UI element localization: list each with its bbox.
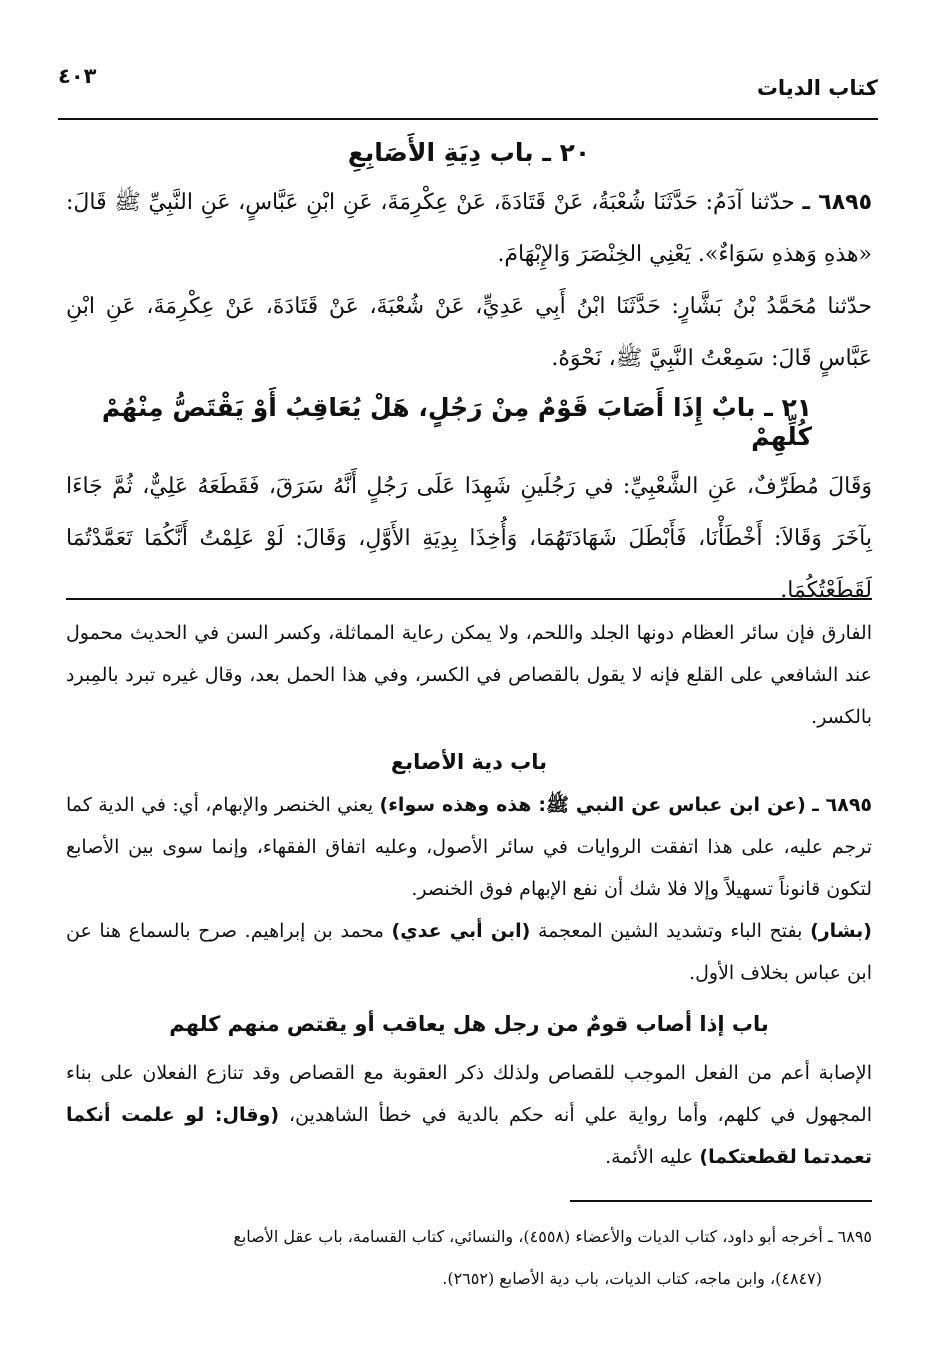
footnote-line-2: (٤٨٤٧)، وابن ماجه، كتاب الديات، باب دية الأصابع (٢٦٥٢). bbox=[442, 1269, 822, 1288]
hadith-number: ٦٨٩٥ ـ bbox=[802, 190, 872, 215]
footnote-line-1: ٦٨٩٥ ـ أخرجه أبو داود، كتاب الديات والأعضاء (٤٥٥٨)، والنسائي، كتاب القسامة، باب عقل الأصابع bbox=[233, 1227, 872, 1246]
commentary-para-2 bbox=[66, 910, 872, 994]
commentary bbox=[66, 612, 872, 1178]
commentary-para-1 bbox=[66, 784, 872, 910]
page-header bbox=[58, 62, 878, 114]
header-rule bbox=[58, 118, 878, 120]
chapter-21-text: وَقَالَ مُطَرِّفٌ، عَنِ الشَّعْبِيِّ: في رَجُلَينِ شَهِدَا عَلَى رَجُلٍ أَنَّهُ سَرَقَ، فَقَطَعَهُ عَلِيٌّ، ثُمَّ جَاءَا بِآخَرَ وَقَالاَ: أَخْطَأْنَا، فَأَبْطَلَ شَهَادَتَهُمَا، وَأُخِذَا بِدِيَةِ الأَوَّلِ، وَقَالَ: لَوْ عَلِمْتُ أَنَّكُمَا تَعَمَّدْتُمَا لَقَطَعْتُكُمَا. bbox=[66, 474, 872, 603]
commentary-title-1: باب دية الأصابع bbox=[390, 750, 548, 774]
commentary-intro: الفارق فإن سائر العظام دونها الجلد واللحم، ولا يمكن رعاية المماثلة، وكسر السن في الحديث محمول عند الشافعي على القلع فإنه لا يقول بالقصاص في الكسر، وفي هذا الحمل بعد، وقال غيره تبرد بالمِبرد بالكسر. bbox=[66, 622, 872, 728]
section-divider bbox=[66, 598, 872, 600]
running-title: كتاب الديات bbox=[756, 76, 878, 100]
commentary-quote: (عن ابن عباس عن النبي ﷺ: هذه وهذه سواء) bbox=[379, 794, 806, 816]
hadith-chain: حدّثنا مُحَمَّدُ بْنُ بَشَّارٍ: حَدَّثَنَا ابْنُ أَبِي عَدِيٍّ، عَنْ شُعْبَةَ، عَنْ قَتَادَةَ، عَنْ عِكْرِمَةَ، عَنِ ابْنِ عَبَّاسٍ قَالَ: سَمِعْتُ النَّبِيَّ ﷺ، نَحْوَهُ. bbox=[66, 294, 872, 371]
commentary-text-3: الإصابة أعم من الفعل الموجب للقصاص ولذلك ذكر العقوبة مع القصاص وقد تنازع الفعلان على بناء المجهول في كلهم، وأما رواية علي أنه حكم بالدية في خطأ الشاهدين، bbox=[66, 1062, 872, 1126]
chapter-21-title: ٢١ ـ بابٌ إِذَا أَصَابَ قَوْمٌ مِنْ رَجُلٍ، هَلْ يُعَاقِبُ أَوْ يَقْتَصُّ مِنْهُمْ كُلِّهِمْ bbox=[101, 393, 812, 451]
hadith-text: حدّثنا آدَمُ: حَدَّثَنَا شُعْبَةُ، عَنْ قَتَادَةَ، عَنْ عِكْرِمَةَ، عَنِ ابْنِ عَبَّاسٍ، عَنِ النَّبِيِّ ﷺ قَالَ: «هذهِ وَهذهِ سَوَاءٌ». يَعْنِي الخِنْصَرَ وَالإِبْهَامَ. bbox=[66, 190, 872, 267]
commentary-para-3 bbox=[66, 1052, 872, 1178]
hadith-6895 bbox=[66, 177, 872, 281]
footnote-rule bbox=[570, 1200, 872, 1202]
page-number: ٤٠٣ bbox=[58, 64, 97, 88]
commentary-number: ٦٨٩٥ ـ bbox=[812, 794, 873, 816]
commentary-text-2a: بفتح الباء وتشديد الشين المعجمة bbox=[537, 920, 803, 942]
main-text bbox=[66, 130, 872, 617]
commentary-term-2: (ابن أبي عدي) bbox=[391, 920, 531, 942]
commentary-text: يعني الخنصر والإبهام، أي: في الدية كما ترجم عليه، على هذا اتفقت الروايات في سائر الأصول، وعليه اتفاق الفقهاء، وإنما سوى بين الأصابع لتكون قانوناً تسهيلاً وإلا فلا شك أن نفع الإبهام فوق الخنصر. bbox=[66, 794, 872, 900]
footnotes bbox=[66, 1216, 872, 1300]
chapter-20-title: ٢٠ ـ باب دِيَةِ الأَصَابِعِ bbox=[347, 138, 591, 167]
commentary-text-2b: محمد بن إبراهيم. صرح بالسماع هنا عن ابن عباس بخلاف الأول. bbox=[66, 920, 872, 984]
commentary-title-2: باب إذا أصاب قومٌ من رجل هل يعاقب أو يقتص منهم كلهم bbox=[169, 1012, 769, 1036]
commentary-term-1: (بشار) bbox=[810, 920, 872, 942]
commentary-tail-3: عليه الأئمة. bbox=[605, 1146, 694, 1168]
commentary-quote-3: (وقال: لو علمت أنكما تعمدتما لقطعتكما) bbox=[66, 1104, 872, 1168]
